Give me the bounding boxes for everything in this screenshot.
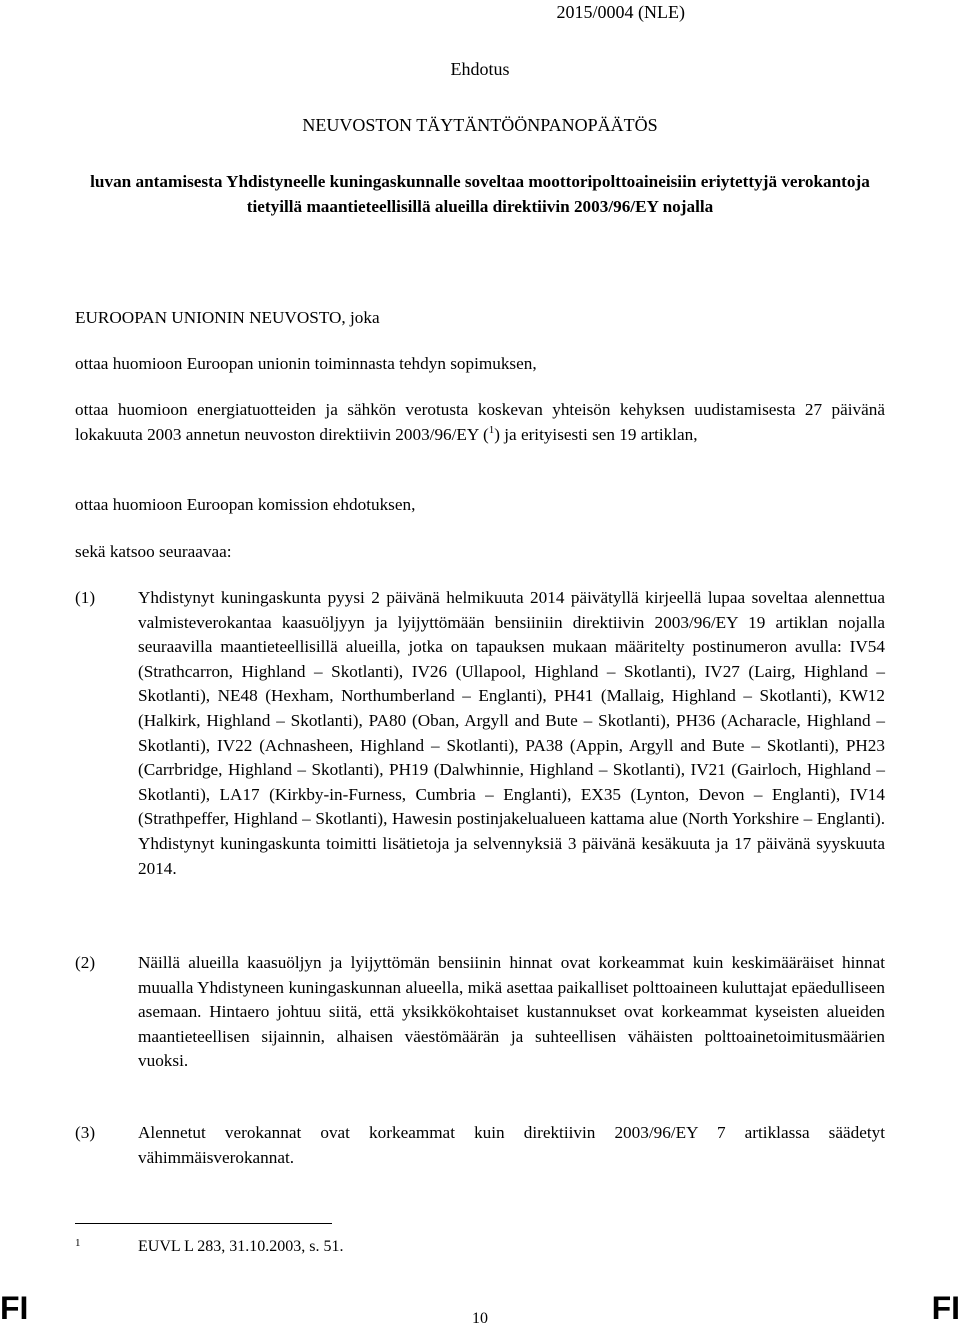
preamble-proposal: ottaa huomioon Euroopan komission ehdotuksen, xyxy=(75,495,416,514)
preamble-treaty: ottaa huomioon Euroopan unionin toiminnasta tehdyn sopimuksen, xyxy=(75,354,537,373)
footnote-separator xyxy=(75,1223,332,1224)
recital-number: (1) xyxy=(75,588,96,607)
footnote-text: EUVL L 283, 31.10.2003, s. 51. xyxy=(138,1238,344,1255)
page-number: 10 xyxy=(472,1310,488,1327)
recital-number: (3) xyxy=(75,1123,96,1142)
language-code-left: FI xyxy=(0,1290,29,1326)
document-subtitle: luvan antamisesta Yhdistyneelle kuningaskunnalle soveltaa moottoripolttoaineisiin eriytettyjä verokantoja tietyillä maantieteellisillä alueilla direktiivin 2003/96/EY nojalla xyxy=(90,172,870,216)
recital-number: (2) xyxy=(75,953,96,972)
document-reference: 2015/0004 (NLE) xyxy=(556,2,685,22)
language-code-right: FI xyxy=(931,1290,960,1326)
footnote-reference: 1 xyxy=(488,423,495,436)
footnote-number: 1 xyxy=(75,1237,81,1249)
recital-text: Näillä alueilla kaasuöljyn ja lyijyttömän bensiinin hinnat ovat korkeammat kuin keskimääräiset hinnat muualla Yhdistyneen kuningaskunnan alueella, mikä asettaa paikalliset polttoaineen kuluttajat epäedulliseen asemaan. Hintaero johtuu siitä, että yksikkökohtaiset kustannukset ovat korkeammat kyseisten alueiden maantieteellisen sijainnin, alhaisen väestömäärän ja suhteellisen vähäisten polttoainetoimitusmäärien vuoksi. xyxy=(138,953,885,1071)
preamble-whereas: sekä katsoo seuraavaa: xyxy=(75,542,232,561)
preamble-council: EUROOPAN UNIONIN NEUVOSTO, joka xyxy=(75,308,380,327)
preamble-directive-text: ottaa huomioon energiatuotteiden ja sähkön verotusta koskevan yhteisön kehyksen uudistamisesta 27 päivänä lokakuuta 2003 annetun neuvoston direktiivin 2003/96/EY ( xyxy=(75,400,885,444)
preamble-directive-text-end: ) ja erityisesti sen 19 artiklan, xyxy=(494,424,698,444)
proposal-label: Ehdotus xyxy=(450,59,510,79)
preamble-directive xyxy=(75,398,885,447)
recital-text: Yhdistynyt kuningaskunta pyysi 2 päivänä helmikuuta 2014 päivätyllä kirjeellä lupaa soveltaa alennettua valmisteverokantaa kaasuöljyyn ja lyijyttömään bensiiniin direktiivin 2003/96/EY 19 artiklan nojalla seuraavilla maantieteellisillä alueilla, jotka on tapauksen mukaan määritelty postinumeron avulla: IV54 (Strathcarron, Highland – Skotlanti), IV26 (Ullapool, Highland – Skotlanti), IV27 (Lairg, Highland – Skotlanti), NE48 (Hexham, Northumberland – Englanti), PH41 (Mallaig, Highland – Skotlanti), KW12 (Halkirk, Highland – Skotlanti), PA80 (Oban, Argyll and Bute – Skotlanti), PH36 (Acharacle, Highland – Skotlanti), IV22 (Achnasheen, Highland – Skotlanti), PA38 (Appin, Argyll and Bute – Skotlanti), PH23 (Carrbridge, Highland – Skotlanti), PH19 (Dalwhinnie, Highland – Skotlanti), IV21 (Gairloch, Highland – Skotlanti), LA17 (Kirkby-in-Furness, Cumbria – Englanti), EX35 (Lynton, Devon – Englanti), IV14 (Strathpeffer, Highland – Skotlanti), Hawesin postinjakelualueen kattama alue (North Yorkshire – Englanti). Yhdistynyt kuningaskunta toimitti lisätietoja ja selvennyksiä 3 päivänä kesäkuuta ja 17 päivänä syyskuuta 2014. xyxy=(138,588,885,878)
document-title: NEUVOSTON TÄYTÄNTÖÖNPANOPÄÄTÖS xyxy=(302,115,658,135)
recital-text: Alennetut verokannat ovat korkeammat kuin direktiivin 2003/96/EY 7 artiklassa säädetyt vähimmäisverokannat. xyxy=(138,1123,885,1167)
